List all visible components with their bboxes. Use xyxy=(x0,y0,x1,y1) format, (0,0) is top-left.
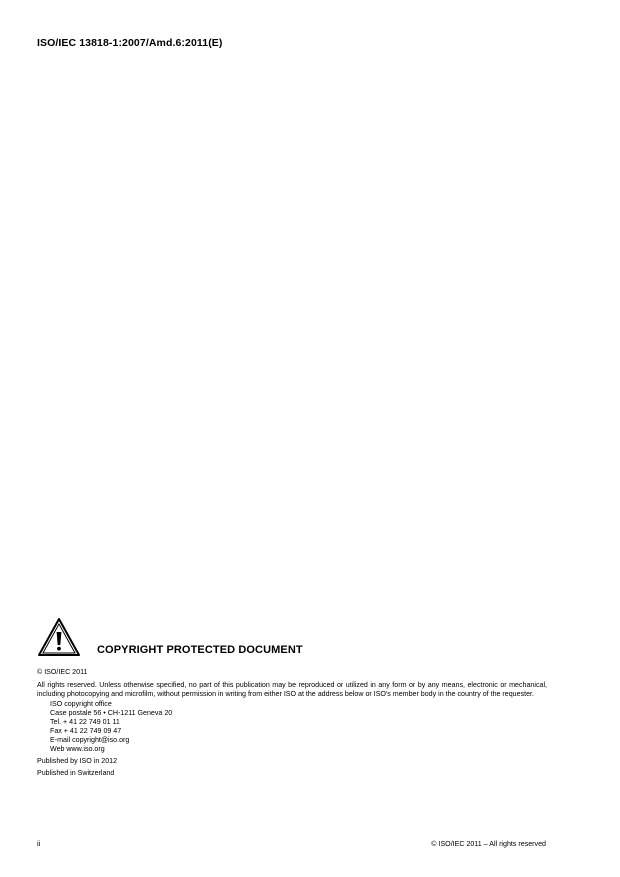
published-by: Published by ISO in 2012 xyxy=(37,757,118,765)
address-postal: Case postale 56 • CH-1211 Geneva 20 xyxy=(50,709,173,717)
copyright-line: © ISO/IEC 2011 xyxy=(37,668,88,676)
copyright-warning-block xyxy=(37,617,557,663)
copyright-warning-title: COPYRIGHT PROTECTED DOCUMENT xyxy=(97,644,303,656)
warning-triangle-icon xyxy=(37,617,81,657)
page-number: ii xyxy=(37,839,41,848)
address-phone: Tel. + 41 22 749 01 11 xyxy=(50,718,120,726)
address-office: ISO copyright office xyxy=(50,700,112,708)
address-email: E-mail copyright@iso.org xyxy=(50,736,130,744)
iso-address-block xyxy=(37,700,547,754)
address-web: Web www.iso.org xyxy=(50,745,105,753)
document-header: ISO/IEC 13818-1:2007/Amd.6:2011(E) xyxy=(37,37,223,49)
published-in: Published in Switzerland xyxy=(37,769,115,777)
rights-reserved-text: All rights reserved. Unless otherwise specified, no part of this publication may be reproduced or utilized in any form or by any means, electronic or mechanical, including photocopying and microfilm, without permission in writing from either ISO at the address below or ISO's member body in the country of the requester. xyxy=(37,681,547,698)
footer-copyright: © ISO/IEC 2011 – All rights reserved xyxy=(431,840,546,848)
copyright-notice-block xyxy=(37,668,547,778)
address-fax: Fax + 41 22 749 09 47 xyxy=(50,727,122,735)
